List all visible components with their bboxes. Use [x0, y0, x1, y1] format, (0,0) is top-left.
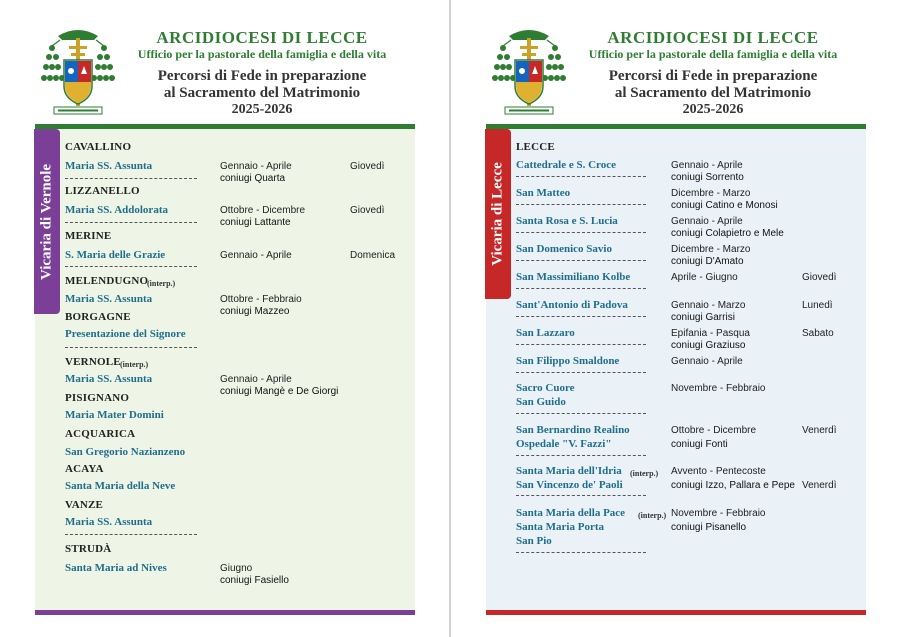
parish-name: Maria SS. Assunta [65, 160, 153, 172]
program-year: 2025-2026 [231, 102, 293, 117]
town-name: ACQUARICA [65, 428, 136, 440]
entry-divider [516, 260, 646, 261]
course-weekday: Sabato [802, 328, 834, 339]
entry-divider [516, 413, 646, 414]
town-name: PISIGNANO [65, 392, 130, 404]
parish-name: San Matteo [516, 187, 571, 199]
parish-name: Santa Maria della Pace [516, 507, 626, 519]
vicariate-schedule-panel [486, 124, 866, 615]
town-name: LECCE [516, 141, 555, 153]
host-couple: coniugi Sorrento [671, 172, 744, 183]
course-period: Novembre - Febbraio [671, 383, 766, 394]
parish-name: S. Maria delle Grazie [65, 249, 166, 261]
parish-name: Sant'Antonio di Padova [516, 299, 628, 311]
parish-name: San Filippo Smaldone [516, 355, 620, 367]
course-period: Gennaio - Aprile [220, 161, 292, 172]
office-name: Ufficio per la pastorale della famiglia e della vita [137, 47, 387, 61]
course-period: Ottobre - Febbraio [220, 294, 302, 305]
town-name: VANZE [65, 499, 104, 511]
course-weekday: Lunedì [802, 300, 833, 311]
town-name: CAVALLINO [65, 141, 132, 153]
course-period: Gennaio - Marzo [671, 300, 746, 311]
town-name: BORGAGNE [65, 311, 131, 323]
course-weekday: Venerdì [802, 480, 837, 491]
course-period: Epifania - Pasqua [671, 328, 750, 339]
entry-divider [65, 222, 197, 223]
parish-name: San Massimiliano Kolbe [516, 271, 631, 283]
archiepiscopal-coat-of-arms-icon [40, 24, 116, 116]
program-year: 2025-2026 [682, 102, 744, 117]
parish-name: Santa Maria Porta [516, 521, 604, 533]
program-title-line2: al Sacramento del Matrimonio [163, 85, 361, 101]
parish-name: San Vincenzo de' Paoli [516, 479, 623, 491]
parish-name: Ospedale "V. Fazzi" [516, 438, 612, 450]
interparish-note: (interp.) [120, 360, 149, 369]
diocese-name: ARCIDIOCESI DI LECCE [156, 28, 368, 47]
host-couple: coniugi Pisanello [671, 522, 747, 533]
program-title-line1: Percorsi di Fede in preparazione [157, 68, 367, 84]
parish-name: Santa Maria ad Nives [65, 562, 167, 574]
host-couple: coniugi Fasiello [220, 575, 289, 586]
entry-divider [65, 347, 197, 348]
interparish-note: (interp.) [147, 279, 176, 288]
vicariate-tab: Vicaria di Vernole [34, 129, 60, 314]
parish-name: San Gregorio Nazianzeno [65, 446, 186, 458]
parish-name: Santa Maria dell'Idria [516, 465, 622, 477]
course-weekday: Giovedì [350, 161, 385, 172]
entry-divider [65, 266, 197, 267]
course-weekday: Giovedì [350, 205, 385, 216]
course-period: Avvento - Pentecoste [671, 466, 766, 477]
entry-divider [516, 232, 646, 233]
town-name: STRUDÀ [65, 543, 112, 555]
course-period: Novembre - Febbraio [671, 508, 766, 519]
parish-name: Maria SS. Assunta [65, 293, 153, 305]
town-name: MERINE [65, 230, 112, 242]
entry-divider [516, 316, 646, 317]
course-period: Giugno [220, 563, 253, 574]
parish-name: Maria SS. Assunta [65, 373, 153, 385]
entry-divider [516, 344, 646, 345]
host-couple: coniugi Fonti [671, 439, 728, 450]
brochure-page-vernole [0, 0, 449, 637]
office-name: Ufficio per la pastorale della famiglia e della vita [588, 47, 838, 61]
course-period: Dicembre - Marzo [671, 244, 751, 255]
entry-divider [516, 288, 646, 289]
program-title-line1: Percorsi di Fede in preparazione [608, 68, 818, 84]
host-couple: coniugi Izzo, Pallara e Pepe [671, 480, 795, 491]
parish-name: San Lazzaro [516, 327, 575, 339]
parish-name: Maria SS. Assunta [65, 516, 153, 528]
parish-name: Sacro Cuore [516, 382, 575, 394]
course-period: Dicembre - Marzo [671, 188, 751, 199]
entry-divider [516, 176, 646, 177]
host-couple: coniugi Lattante [220, 217, 291, 228]
brochure-page-lecce [451, 0, 900, 637]
vicariate-tab: Vicaria di Lecce [485, 129, 511, 299]
course-period: Aprile - Giugno [671, 272, 738, 283]
course-period: Gennaio - Aprile [671, 356, 743, 367]
town-name: LIZZANELLO [65, 185, 140, 197]
host-couple: coniugi Quarta [220, 173, 286, 184]
host-couple: coniugi Graziuso [671, 340, 746, 351]
course-period: Gennaio - Aprile [220, 250, 292, 261]
entry-divider [516, 204, 646, 205]
course-weekday: Giovedì [802, 272, 837, 283]
parish-name: San Domenico Savio [516, 243, 612, 255]
host-couple: coniugi D'Amato [671, 256, 744, 267]
course-period: Gennaio - Aprile [220, 374, 292, 385]
parish-name: Santa Rosa e S. Lucia [516, 215, 618, 227]
host-couple: coniugi Colapietro e Mele [671, 228, 784, 239]
entry-divider [516, 372, 646, 373]
vicariate-schedule-panel [35, 124, 415, 615]
diocese-name: ARCIDIOCESI DI LECCE [607, 28, 819, 47]
course-period: Ottobre - Dicembre [671, 425, 757, 436]
host-couple: coniugi Mazzeo [220, 306, 290, 317]
entry-divider [65, 178, 197, 179]
host-couple: coniugi Mangè e De Giorgi [220, 386, 339, 397]
parish-name: Presentazione del Signore [65, 328, 186, 340]
archiepiscopal-coat-of-arms-icon [491, 24, 567, 116]
host-couple: coniugi Catino e Monosi [671, 200, 778, 211]
course-period: Gennaio - Aprile [671, 160, 743, 171]
program-title-line2: al Sacramento del Matrimonio [614, 85, 812, 101]
entry-divider [516, 552, 646, 553]
parish-name: San Pio [516, 535, 552, 547]
parish-name: San Guido [516, 396, 566, 408]
course-period: Ottobre - Dicembre [220, 205, 306, 216]
parish-name: Maria SS. Addolorata [65, 204, 168, 216]
interparish-note: (interp.) [638, 511, 667, 520]
entry-divider [516, 455, 646, 456]
course-weekday: Venerdì [802, 425, 837, 436]
interparish-note: (interp.) [630, 469, 659, 478]
entry-divider [65, 534, 197, 535]
town-name: VERNOLE [65, 356, 121, 368]
town-name: ACAYA [65, 463, 104, 475]
course-weekday: Domenica [350, 250, 396, 261]
town-name: MELENDUGNO [65, 275, 149, 287]
parish-name: Maria Mater Domini [65, 409, 164, 421]
host-couple: coniugi Garrisi [671, 312, 735, 323]
parish-name: San Bernardino Realino [516, 424, 630, 436]
parish-name: Cattedrale e S. Croce [516, 159, 616, 171]
parish-name: Santa Maria della Neve [65, 480, 176, 492]
entry-divider [516, 495, 646, 496]
course-period: Gennaio - Aprile [671, 216, 743, 227]
